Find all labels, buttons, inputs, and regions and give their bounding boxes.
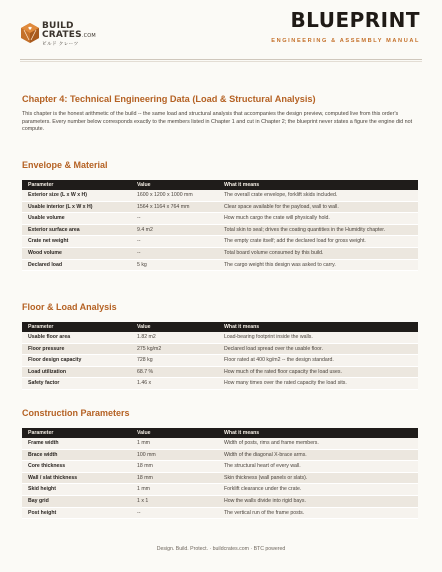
crate-logo-icon [20, 22, 40, 44]
table-header-row [22, 180, 418, 190]
value-cell: 1 mm [131, 438, 218, 449]
value-cell: 275 kg/m2 [131, 343, 218, 355]
value-cell: 5 kg [131, 259, 218, 271]
value-cell: -- [131, 507, 218, 519]
parameter-cell: Usable floor area [22, 332, 131, 343]
value-cell: 100 mm [131, 449, 218, 461]
value-cell: 1564 x 1164 x 764 mm [131, 201, 218, 213]
value-cell: 18 mm [131, 472, 218, 484]
meaning-cell: Forklift clearance under the crate. [218, 484, 418, 496]
value-cell: 1.46 x [131, 378, 218, 390]
value-cell: -- [131, 247, 218, 259]
table-row [22, 378, 418, 390]
table-row [22, 472, 418, 484]
parameter-cell: Post height [22, 507, 131, 519]
section-title: Construction Parameters [22, 408, 130, 418]
value-cell: -- [131, 213, 218, 225]
chapter-title: Chapter 4: Technical Engineering Data (Load & Structural Analysis) [22, 94, 316, 104]
parameter-cell: Usable interior (L x W x H) [22, 201, 131, 213]
section-title: Floor & Load Analysis [22, 302, 117, 312]
table-row [22, 438, 418, 449]
column-header: What it means [218, 428, 418, 438]
table-row [22, 247, 418, 259]
value-cell: 18 mm [131, 461, 218, 473]
value-cell: 68.7 % [131, 366, 218, 378]
logo-line-1: BUILD [42, 21, 74, 31]
table-row [22, 236, 418, 248]
column-header: Value [131, 322, 218, 332]
value-cell: 1600 x 1200 x 1000 mm [131, 190, 218, 201]
page-header [0, 0, 442, 62]
parameter-cell: Frame width [22, 438, 131, 449]
logo-wordmark [42, 22, 96, 41]
column-header: What it means [218, 180, 418, 190]
table-row [22, 507, 418, 519]
table-row [22, 495, 418, 507]
parameter-cell: Bay grid [22, 495, 131, 507]
meaning-cell: The cargo weight this design was asked to carry. [218, 259, 418, 271]
meaning-cell: Total board volume consumed by this build. [218, 247, 418, 259]
value-cell: -- [131, 236, 218, 248]
parameter-table [22, 428, 418, 519]
meaning-cell: Width of posts, rims and frame members. [218, 438, 418, 449]
table-header-row [22, 428, 418, 438]
table-row [22, 355, 418, 367]
logo-com: .COM [81, 33, 96, 39]
chapter-intro-text: This chapter is the honest arithmetic of the build -- the same load and structural analysis that accompanies the design preview, computed live from this order's parameters. Every number below corresponds exactly to the members listed in Chapter 1 and cut in Chapter 2; the blueprint never states a figure the engine did not compute. [22, 111, 413, 133]
parameter-cell: Brace width [22, 449, 131, 461]
column-header: Parameter [22, 322, 131, 332]
parameter-cell: Wall / slat thickness [22, 472, 131, 484]
table-row [22, 484, 418, 496]
parameter-cell: Exterior surface area [22, 224, 131, 236]
meaning-cell: Floor rated at 400 kg/m2 -- the design standard. [218, 355, 418, 367]
table-row [22, 213, 418, 225]
parameter-table [22, 180, 418, 271]
logo-japanese: ビルド クレーツ [42, 41, 79, 46]
parameter-cell: Exterior size (L x W x H) [22, 190, 131, 201]
brand-title: BLUEPRINT [290, 8, 420, 32]
table-header-row [22, 322, 418, 332]
meaning-cell: The structural heart of every wall. [218, 461, 418, 473]
meaning-cell: How many times over the rated capacity the load sits. [218, 378, 418, 390]
meaning-cell: The vertical run of the frame posts. [218, 507, 418, 519]
parameter-cell: Declared load [22, 259, 131, 271]
parameter-cell: Crate net weight [22, 236, 131, 248]
section-title: Envelope & Material [22, 160, 108, 170]
meaning-cell: Load-bearing footprint inside the walls. [218, 332, 418, 343]
table-row [22, 201, 418, 213]
meaning-cell: Width of the diagonal X-brace arms. [218, 449, 418, 461]
value-cell: 1 mm [131, 484, 218, 496]
meaning-cell: Declared load spread over the usable floor. [218, 343, 418, 355]
parameter-cell: Core thickness [22, 461, 131, 473]
meaning-cell: Total skin to seal; drives the coating quantities in the Humidity chapter. [218, 224, 418, 236]
logo-line-2 [42, 31, 96, 41]
page-footer: Design. Build. Protect. · buildcrates.com · BTC powered [156, 546, 286, 552]
meaning-cell: The overall crate envelope, forklift skids included. [218, 190, 418, 201]
parameter-cell: Usable volume [22, 213, 131, 225]
chapter-intro [22, 94, 420, 134]
table-row [22, 449, 418, 461]
meaning-cell: The empty crate itself; add the declared load for gross weight. [218, 236, 418, 248]
value-cell: 1.82 m2 [131, 332, 218, 343]
svg-text:♥: ♥ [27, 27, 33, 32]
header-divider [20, 59, 422, 60]
parameter-cell: Floor pressure [22, 343, 131, 355]
parameter-table [22, 322, 418, 390]
table-row [22, 461, 418, 473]
value-cell: 9.4 m2 [131, 224, 218, 236]
table-row [22, 224, 418, 236]
header-divider-secondary [20, 61, 422, 62]
parameter-cell: Skid height [22, 484, 131, 496]
parameter-cell: Load utilization [22, 366, 131, 378]
table-row [22, 190, 418, 201]
column-header: Parameter [22, 180, 131, 190]
parameter-cell: Floor design capacity [22, 355, 131, 367]
tagline: ENGINEERING & ASSEMBLY MANUAL [271, 38, 420, 44]
column-header: Value [131, 180, 218, 190]
value-cell: 1 x 1 [131, 495, 218, 507]
column-header: What it means [218, 322, 418, 332]
meaning-cell: Clear space available for the payload, wall to wall. [218, 201, 418, 213]
table-row [22, 332, 418, 343]
meaning-cell: How much cargo the crate will physically hold. [218, 213, 418, 225]
parameter-cell: Wood volume [22, 247, 131, 259]
logo-line-2-text: CRATES [42, 30, 82, 40]
build-crates-logo [20, 22, 170, 52]
table-row [22, 366, 418, 378]
table-row [22, 343, 418, 355]
table-row [22, 259, 418, 271]
meaning-cell: Skin thickness (wall panels or slats). [218, 472, 418, 484]
column-header: Parameter [22, 428, 131, 438]
meaning-cell: How the walls divide into rigid bays. [218, 495, 418, 507]
value-cell: 728 kg [131, 355, 218, 367]
parameter-cell: Safety factor [22, 378, 131, 390]
meaning-cell: How much of the rated floor capacity the load uses. [218, 366, 418, 378]
column-header: Value [131, 428, 218, 438]
